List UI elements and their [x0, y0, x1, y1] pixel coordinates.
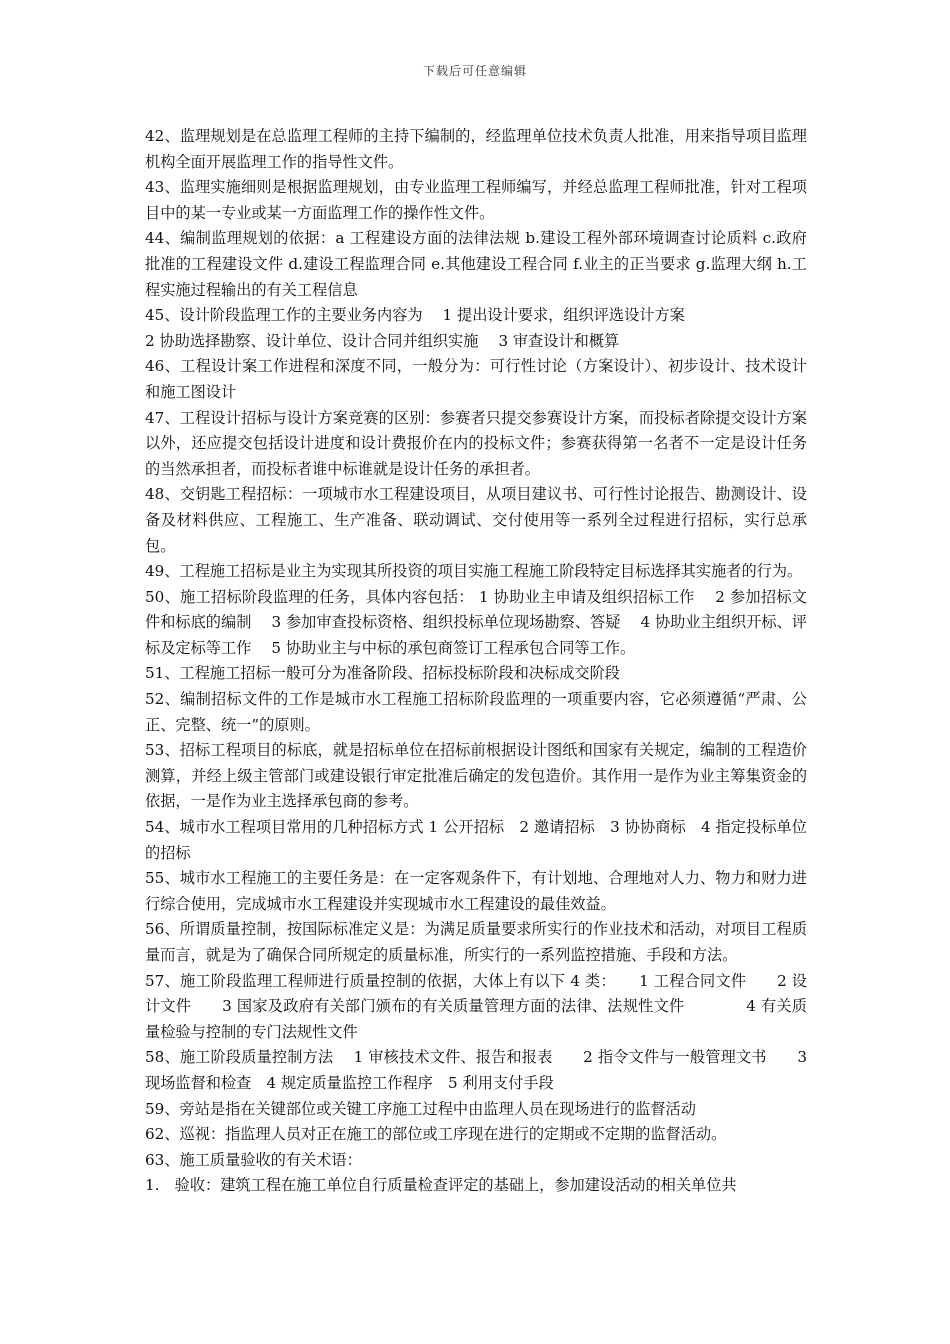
- paragraph-43: 43、监理实施细则是根据监理规划，由专业监理工程师编写，并经总监理工程师批准，针对工程项目中的某一专业或某一方面监理工作的操作性文件。: [145, 178, 807, 222]
- paragraph-62: 62、巡视：指监理人员对正在施工的部位或工序现在进行的定期或不定期的监督活动。: [145, 1125, 727, 1144]
- paragraph-44: 44、编制监理规划的依据：a 工程建设方面的法律法规 b.建设工程外部环境调查讨论质料 c.政府批准的工程建设文件 d.建设工程监理合同 e.其他建设工程合同 f.业主的正当要求 g.监理大纲 h.工程实施过程输出的有关工程信息: [145, 229, 807, 299]
- paragraph-47: 47、工程设计招标与设计方案竞赛的区别：参赛者只提交参赛设计方案，而投标者除提交设计方案以外，还应提交包括设计进度和设计费报价在内的投标文件；参赛获得第一名者不一定是设计任务的当然承担者，而投标者谁中标谁就是设计任务的承担者。: [145, 408, 807, 478]
- paragraph-58: 58、施工阶段质量控制方法 1 审核技术文件、报告和报表 2 指令文件与一般管理文书 3 现场监督和检查 4 规定质量监控工作程序 5 利用支付手段: [145, 1048, 807, 1092]
- paragraph-55: 55、城市水工程施工的主要任务是：在一定客观条件下，有计划地、合理地对人力、物力和财力进行综合使用，完成城市水工程建设并实现城市水工程建设的最佳效益。: [145, 869, 807, 913]
- paragraph-51: 51、工程施工招标一般可分为准备阶段、招标投标阶段和决标成交阶段: [145, 664, 620, 683]
- paragraph-54: 54、城市水工程项目常用的几种招标方式 1 公开招标 2 邀请招标 3 协协商标 4 指定投标单位的招标: [145, 818, 807, 862]
- document-body: [145, 124, 807, 1199]
- paragraph-46: 46、工程设计案工作进程和深度不同，一般分为：可行性讨论（方案设计）、初步设计、技术设计和施工图设计: [145, 357, 807, 401]
- paragraph-45-continued: 2 协助选择勘察、设计单位、设计合同并组织实施 3 审查设计和概算: [145, 331, 620, 350]
- paragraph-57: 57、施工阶段监理工程师进行质量控制的依据，大体上有以下 4 类： 1 工程合同文件 2 设计文件 3 国家及政府有关部门颁布的有关质量管理方面的法律、法规性文件 4 有关质量检验与控制的专门法规性文件: [145, 971, 807, 1041]
- paragraph-45: 45、设计阶段监理工作的主要业务内容为 1 提出设计要求，组织评选设计方案: [145, 306, 685, 325]
- paragraph-56: 56、所谓质量控制，按国际标准定义是：为满足质量要求所实行的作业技术和活动，对项目工程质量而言，就是为了确保合同所规定的质量标准，所实行的一系列监控措施、手段和方法。: [145, 920, 807, 964]
- paragraph-59: 59、旁站是指在关键部位或关键工序施工过程中由监理人员在现场进行的监督活动: [145, 1099, 696, 1118]
- page-header: 下载后可任意编辑: [422, 64, 527, 78]
- paragraph-49: 49、工程施工招标是业主为实现其所投资的项目实施工程施工阶段特定目标选择其实施者的行为。: [145, 562, 803, 581]
- paragraph-52: 52、编制招标文件的工作是城市水工程施工招标阶段监理的一项重要内容，它必须遵循“严肃、公正、完整、统一”的原则。: [145, 690, 807, 734]
- paragraph-48: 48、交钥匙工程招标：一项城市水工程建设项目，从项目建议书、可行性讨论报告、勘测设计、设备及材料供应、工程施工、生产准备、联动调试、交付使用等一系列全过程进行招标，实行总承包。: [145, 485, 807, 555]
- paragraph-50: 50、施工招标阶段监理的任务，具体内容包括： 1 协助业主申请及组织招标工作 2 参加招标文件和标底的编制 3 参加审查投标资格、组织投标单位现场勘察、答疑 4 协助业主组织开标、评标及定标等工作 5 协助业主与中标的承包商签订工程承包合同等工作。: [145, 587, 807, 657]
- paragraph-63: 63、施工质量验收的有关术语：: [145, 1150, 362, 1169]
- paragraph-42: 42、监理规划是在总监理工程师的主持下编制的，经监理单位技术负责人批准，用来指导项目监理机构全面开展监理工作的指导性文件。: [145, 127, 807, 171]
- paragraph-63-item-1: 1. 验收：建筑工程在施工单位自行质量检查评定的基础上，参加建设活动的相关单位共: [145, 1176, 737, 1195]
- paragraph-53: 53、招标工程项目的标底，就是招标单位在招标前根据设计图纸和国家有关规定，编制的工程造价测算，并经上级主管部门或建设银行审定批准后确定的发包造价。其作用一是作为业主筹集资金的依据，一是作为业主选择承包商的参考。: [145, 741, 807, 811]
